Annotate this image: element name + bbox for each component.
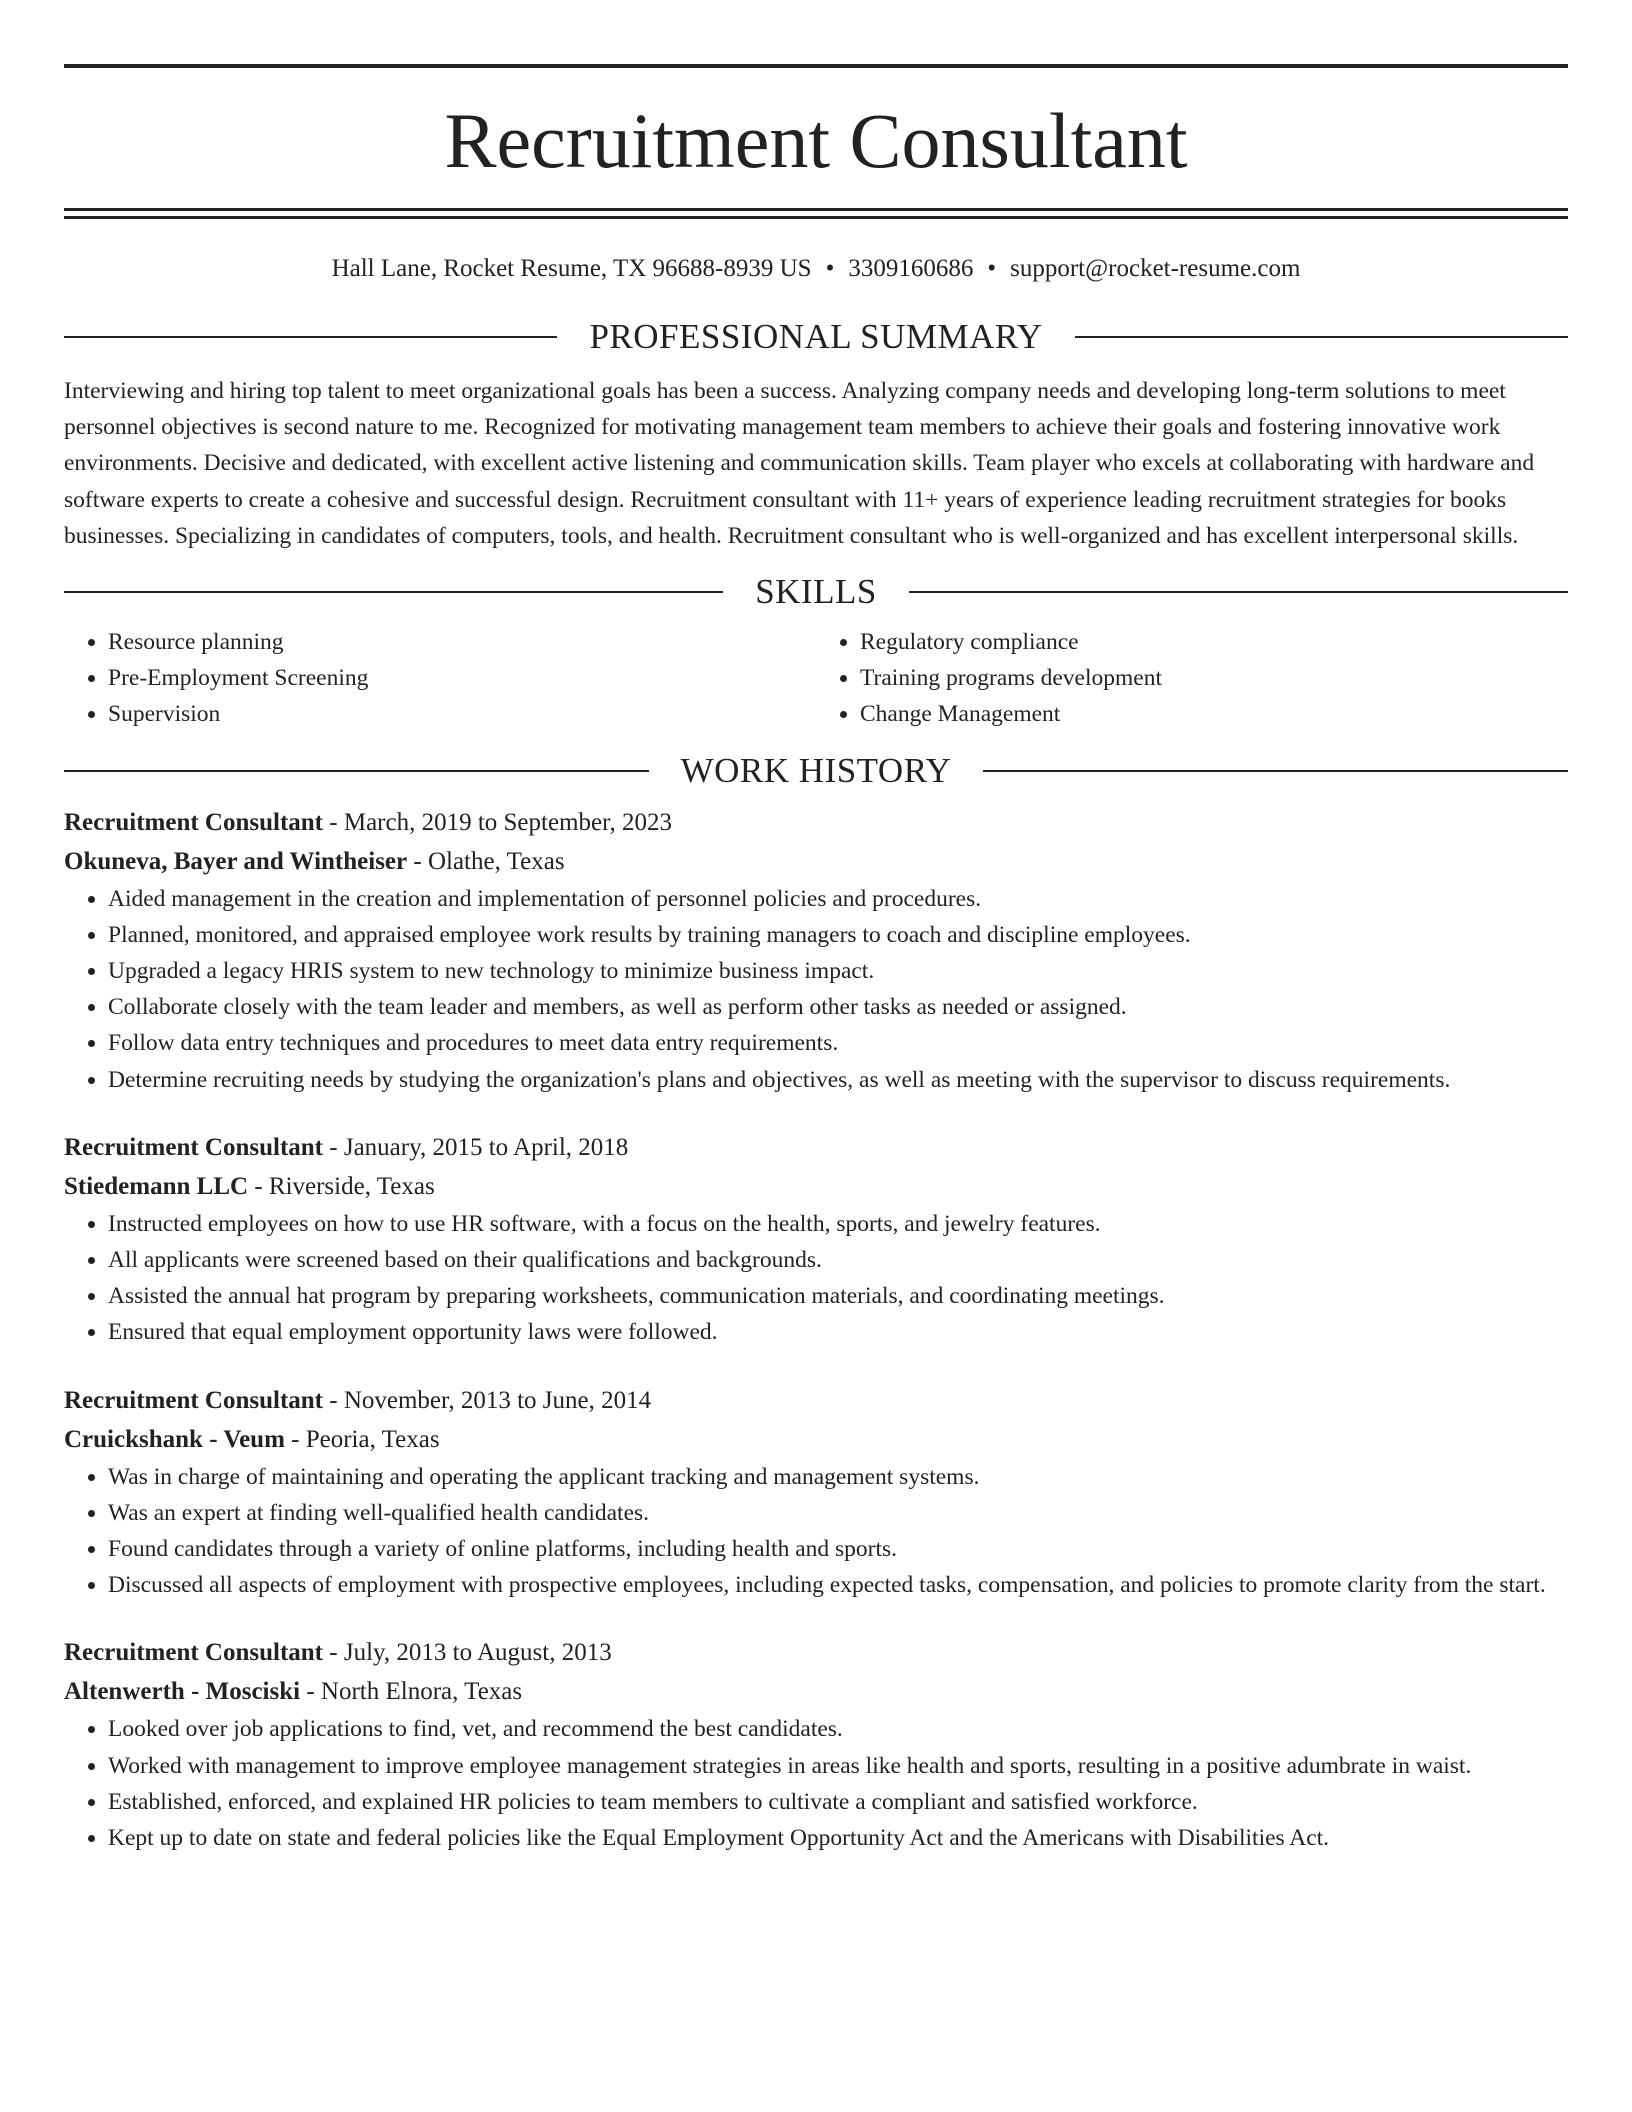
job-bullet: • All applicants were screened based on their qualifications and backgrounds. [108, 1242, 1568, 1278]
header-double-rule [64, 208, 1568, 219]
heading-rule-left [64, 770, 649, 772]
heading-rule-right [1075, 336, 1568, 338]
job-dates: - March, 2019 to September, 2023 [329, 808, 672, 836]
job-dates: - January, 2015 to April, 2018 [329, 1133, 629, 1161]
job-bullet: • Was in charge of maintaining and operating the applicant tracking and management systems. [108, 1459, 1568, 1495]
contact-separator: • [825, 255, 835, 282]
contact-phone: 3309160686 [848, 255, 974, 282]
job-title: Recruitment Consultant [64, 1133, 324, 1161]
job-title-line [64, 1128, 1568, 1167]
job-company: Altenwerth - Mosciski [64, 1678, 301, 1706]
job-company: Stiedemann LLC [64, 1172, 249, 1200]
job-bullet: • Follow data entry techniques and procedures to meet data entry requirements. [108, 1025, 1568, 1061]
job-entry [64, 803, 1568, 1098]
job-location: - Peoria, Texas [291, 1425, 440, 1453]
job-bullet: • Planned, monitored, and appraised employee work results by training managers to coach and discipline employees. [108, 917, 1568, 953]
summary-heading [64, 315, 1568, 359]
job-company-line [64, 1167, 1568, 1206]
job-title-line [64, 1381, 1568, 1420]
job-dates: - July, 2013 to August, 2013 [329, 1639, 612, 1667]
job-bullet: • Was an expert at finding well-qualified health candidates. [108, 1495, 1568, 1531]
work-heading [64, 749, 1568, 793]
resume-name: Recruitment Consultant [444, 97, 1188, 184]
job-bullet: • Looked over job applications to find, vet, and recommend the best candidates. [108, 1711, 1568, 1747]
summary-text: Interviewing and hiring top talent to meet organizational goals has been a success. Analyzing company needs and developing long-term solutions to meet personnel objectives is second nature to me. Recognized for motivating management team members to achieve their goals and fostering innovative work environments. Decisive and dedicated, with excellent active listening and communication skills. Team player who excels at collaborating with hardware and software experts to create a cohesive and successful design. Recruitment consultant with 11+ years of experience leading recruitment strategies for books businesses. Specializing in candidates of computers, tools, and health. Recruitment consultant who is well-organized and has excellent interpersonal skills. [64, 378, 1535, 549]
job-bullet: • Determine recruiting needs by studying the organization's plans and objectives, as well as meeting with the supervisor to discuss requirements. [108, 1062, 1568, 1098]
skill-item: • Pre-Employment Screening [108, 660, 816, 696]
job-bullet: • Discussed all aspects of employment with prospective employees, including expected tasks, compensation, and policies to promote clarity from the start. [108, 1567, 1568, 1603]
job-bullet: • Worked with management to improve employee management strategies in areas like health and sports, resulting in a positive adumbrate in waist. [108, 1748, 1568, 1784]
job-company-line [64, 1420, 1568, 1459]
skills-column-left [64, 624, 816, 733]
job-bullet: • Collaborate closely with the team leader and members, as well as perform other tasks as needed or assigned. [108, 989, 1568, 1025]
job-location: - North Elnora, Texas [306, 1678, 523, 1706]
job-company-line [64, 1672, 1568, 1711]
contact-separator: • [987, 255, 997, 282]
skills-column-right [816, 624, 1568, 733]
job-bullets [64, 1711, 1568, 1856]
heading-rule-right [983, 770, 1568, 772]
skill-item: • Training programs development [860, 660, 1568, 696]
skill-item: • Change Management [860, 696, 1568, 732]
job-title: Recruitment Consultant [64, 1386, 324, 1414]
job-title: Recruitment Consultant [64, 1639, 324, 1667]
job-bullets [64, 1206, 1568, 1351]
header-top-rule [64, 64, 1568, 68]
heading-rule-right [909, 591, 1568, 593]
skill-item: • Resource planning [108, 624, 816, 660]
job-entry [64, 1633, 1568, 1856]
job-title: Recruitment Consultant [64, 808, 324, 836]
job-bullet: • Established, enforced, and explained HR policies to team members to cultivate a compliant and satisfied workforce. [108, 1784, 1568, 1820]
summary-heading-title: PROFESSIONAL SUMMARY [589, 317, 1043, 356]
heading-rule-left [64, 591, 723, 593]
skills-heading [64, 570, 1568, 614]
job-bullet: • Found candidates through a variety of online platforms, including health and sports. [108, 1531, 1568, 1567]
skills-heading-title: SKILLS [755, 572, 877, 612]
job-entry [64, 1381, 1568, 1604]
skill-item: • Regulatory compliance [860, 624, 1568, 660]
job-bullet: • Upgraded a legacy HRIS system to new technology to minimize business impact. [108, 953, 1568, 989]
job-bullet: • Aided management in the creation and implementation of personnel policies and procedures. [108, 881, 1568, 917]
job-location: - Riverside, Texas [254, 1172, 435, 1200]
job-title-line [64, 803, 1568, 842]
skill-item: • Supervision [108, 696, 816, 732]
job-title-line [64, 1633, 1568, 1672]
job-dates: - November, 2013 to June, 2014 [329, 1386, 652, 1414]
job-bullet: • Ensured that equal employment opportunity laws were followed. [108, 1314, 1568, 1350]
job-bullets [64, 1459, 1568, 1604]
job-entry [64, 1128, 1568, 1351]
job-bullets [64, 881, 1568, 1098]
job-location: - Olathe, Texas [413, 847, 565, 875]
job-bullet: • Instructed employees on how to use HR software, with a focus on the health, sports, and jewelry features. [108, 1206, 1568, 1242]
contact-email: support@rocket-resume.com [1010, 255, 1301, 282]
job-company: Okuneva, Bayer and Wintheiser [64, 847, 408, 875]
heading-rule-left [64, 336, 557, 338]
job-bullet: • Kept up to date on state and federal policies like the Equal Employment Opportunity Act and the Americans with Disabilities Act. [108, 1820, 1568, 1856]
job-bullet: • Assisted the annual hat program by preparing worksheets, communication materials, and coordinating meetings. [108, 1278, 1568, 1314]
contact-line [64, 252, 1568, 286]
job-company: Cruickshank - Veum [64, 1425, 285, 1453]
contact-address: Hall Lane, Rocket Resume, TX 96688-8939 US [331, 255, 812, 282]
work-heading-title: WORK HISTORY [680, 750, 952, 790]
skills-list [64, 624, 1568, 733]
job-company-line [64, 842, 1568, 881]
